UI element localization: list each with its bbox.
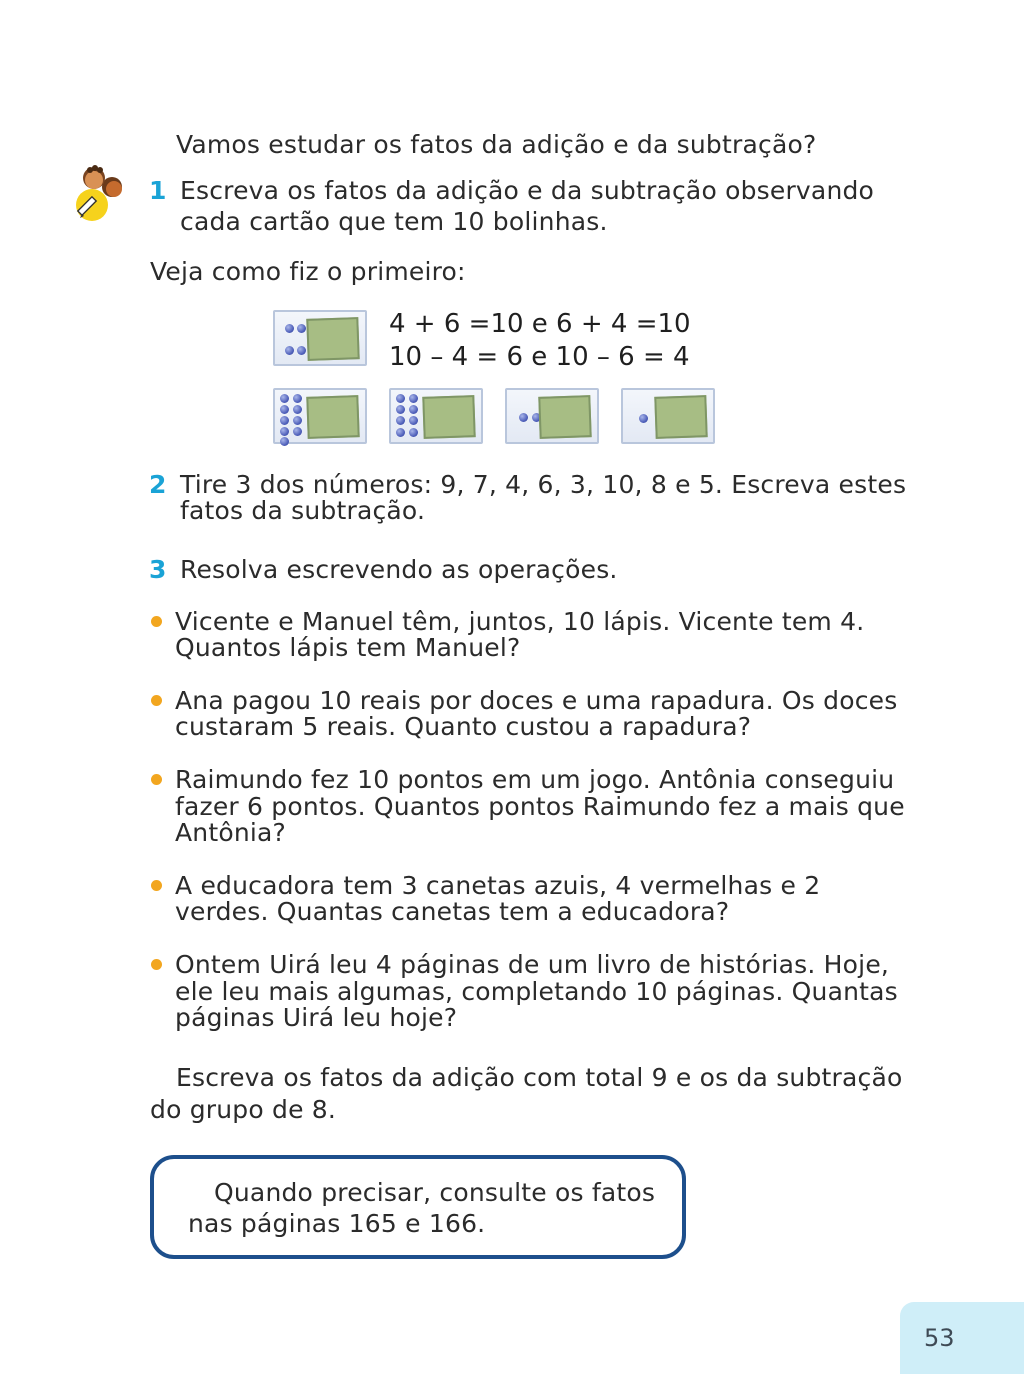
example-equation-2: 10 – 4 = 6 e 10 – 6 = 4 xyxy=(389,342,690,372)
page-number-box xyxy=(900,1302,1024,1374)
question-1-line1: Escreva os fatos da adição e da subtração observando xyxy=(180,176,875,205)
example-equation-1: 4 + 6 =10 e 6 + 4 =10 xyxy=(389,309,691,339)
card-4-dots xyxy=(273,310,367,366)
problem-4-line2: verdes. Quantas canetas tem a educadora? xyxy=(175,897,730,926)
note-line1: Quando precisar, consulte os fatos xyxy=(214,1178,656,1207)
problem-1-line1: Vicente e Manuel têm, juntos, 10 lápis. Vicente tem 4. xyxy=(175,607,865,636)
bullet-icon xyxy=(151,959,162,970)
reference-note-box xyxy=(150,1155,686,1259)
problem-5-line3: páginas Uirá leu hoje? xyxy=(175,1003,458,1032)
card-8-dots xyxy=(389,388,483,444)
bullet-icon xyxy=(151,774,162,785)
example-intro: Veja como fiz o primeiro: xyxy=(150,257,466,286)
problem-3-line2: fazer 6 pontos. Quantos pontos Raimundo fez a mais que xyxy=(175,792,905,821)
note-line2: nas páginas 165 e 166. xyxy=(188,1209,486,1238)
bullet-icon xyxy=(151,880,162,891)
intro-text: Vamos estudar os fatos da adição e da subtração? xyxy=(176,130,817,159)
problem-2-line2: custaram 5 reais. Quanto custou a rapadura? xyxy=(175,712,752,741)
problem-5-line1: Ontem Uirá leu 4 páginas de um livro de histórias. Hoje, xyxy=(175,950,890,979)
question-2-line2: fatos da subtração. xyxy=(180,496,426,525)
page-number: 53 xyxy=(924,1324,955,1352)
problem-4-line1: A educadora tem 3 canetas azuis, 4 vermelhas e 2 xyxy=(175,871,821,900)
question-1-line2: cada cartão que tem 10 bolinhas. xyxy=(180,207,608,236)
problem-5-line2: ele leu mais algumas, completando 10 páginas. Quantas xyxy=(175,977,898,1006)
card-2-dots xyxy=(505,388,599,444)
question-3-text: Resolva escrevendo as operações. xyxy=(180,555,618,584)
problem-3-line1: Raimundo fez 10 pontos em um jogo. Antônia conseguiu xyxy=(175,765,895,794)
card-9-dots xyxy=(273,388,367,444)
closing-line1: Escreva os fatos da adição com total 9 e os da subtração xyxy=(176,1063,903,1092)
question-1-number: 1 xyxy=(149,176,167,205)
bullet-icon xyxy=(151,695,162,706)
card-1-dot xyxy=(621,388,715,444)
problem-2-line1: Ana pagou 10 reais por doces e uma rapadura. Os doces xyxy=(175,686,898,715)
problem-3-line3: Antônia? xyxy=(175,818,287,847)
kids-pencil-icon xyxy=(74,162,130,224)
problem-1-line2: Quantos lápis tem Manuel? xyxy=(175,633,521,662)
question-2-line1: Tire 3 dos números: 9, 7, 4, 6, 3, 10, 8 e 5. Escreva estes xyxy=(180,470,907,499)
closing-line2: do grupo de 8. xyxy=(150,1095,337,1124)
bullet-icon xyxy=(151,616,162,627)
question-3-number: 3 xyxy=(149,555,167,584)
question-2-number: 2 xyxy=(149,470,167,499)
